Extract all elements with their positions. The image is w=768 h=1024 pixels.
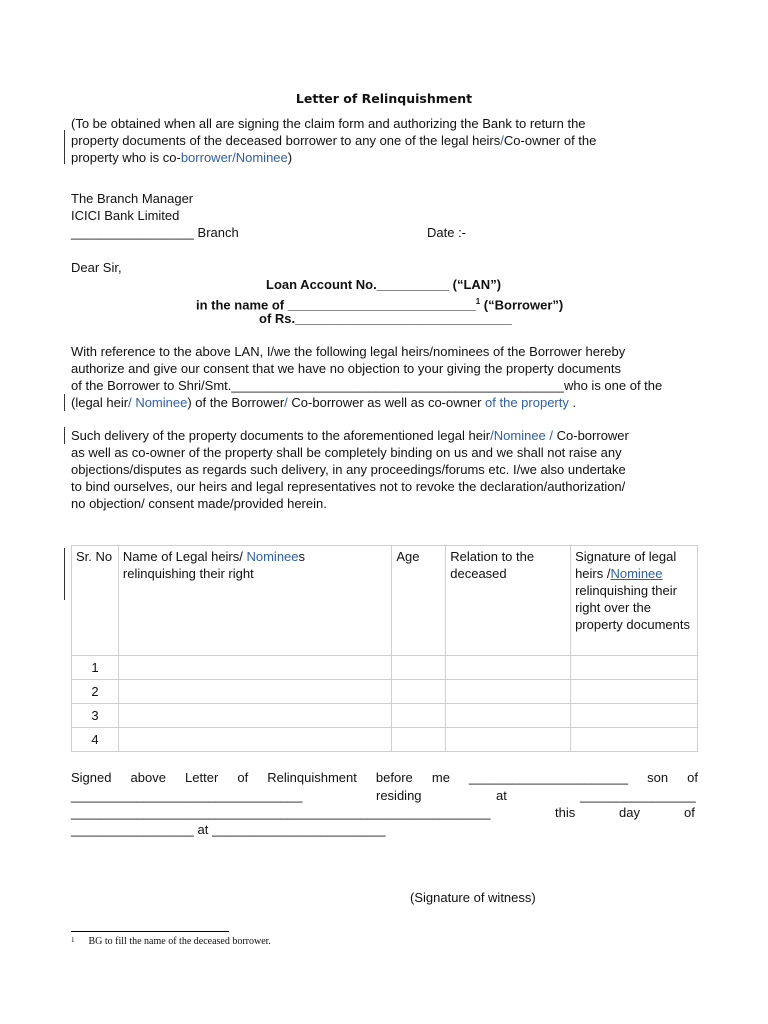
row-number: 2 bbox=[72, 680, 119, 704]
header-age: Age bbox=[392, 546, 446, 656]
amount-line: of Rs.______________________________ bbox=[259, 311, 513, 326]
date-line: Date :- bbox=[427, 225, 467, 240]
signed-word: of bbox=[684, 805, 695, 820]
intro-line: property who is co-borrower/Nominee) bbox=[71, 150, 293, 165]
signed-word: day bbox=[619, 805, 640, 820]
intro-line: (To be obtained when all are signing the claim form and authorizing the Bank to return the bbox=[71, 116, 586, 131]
table-header-row bbox=[72, 546, 698, 656]
header-legal-heirs: Name of Legal heirs/ Nominees relinquishing their right bbox=[118, 546, 391, 656]
para2-line: Such delivery of the property documents to the aforementioned legal heir/Nominee / Co-borrower bbox=[71, 428, 629, 443]
signed-blank: __________________________________________________________ bbox=[71, 805, 491, 820]
footnote: $^1$ BG to fill the name of the deceased borrower. bbox=[71, 936, 271, 947]
row-number: 1 bbox=[72, 656, 119, 680]
age-cell[interactable] bbox=[392, 704, 446, 728]
para1-line: (legal heir/ Nominee) of the Borrower/ Co-borrower as well as co-owner of the property . bbox=[71, 395, 577, 410]
age-cell[interactable] bbox=[392, 728, 446, 752]
signed-word: this bbox=[555, 805, 576, 820]
revision-bar bbox=[64, 394, 65, 411]
revision-bar bbox=[64, 130, 65, 164]
header-sr-no: Sr. No bbox=[72, 546, 119, 656]
heir-name-cell[interactable] bbox=[118, 656, 391, 680]
para2-line: as well as co-owner of the property shall be completely binding on us and we shall not raise any bbox=[71, 445, 622, 460]
footnote-separator bbox=[71, 931, 229, 932]
signature-cell[interactable] bbox=[571, 656, 698, 680]
heir-name-cell[interactable] bbox=[118, 680, 391, 704]
revision-bar bbox=[64, 427, 65, 444]
row-number: 4 bbox=[72, 728, 119, 752]
table-row bbox=[72, 704, 698, 728]
para1-line: With reference to the above LAN, I/we the following legal heirs/nominees of the Borrower hereby bbox=[71, 344, 626, 359]
header-relation: Relation to the deceased bbox=[446, 546, 571, 656]
loan-account-line: Loan Account No.__________ (“LAN”) bbox=[266, 277, 502, 292]
relation-cell[interactable] bbox=[446, 656, 571, 680]
relation-cell[interactable] bbox=[446, 680, 571, 704]
para1-line: of the Borrower to Shri/Smt.______________________________________________who is one of the bbox=[71, 378, 663, 393]
para2-line: no objection/ consent made/provided herein. bbox=[71, 496, 327, 511]
row-number: 3 bbox=[72, 704, 119, 728]
page-title: Letter of Relinquishment bbox=[295, 91, 473, 106]
address-line: ICICI Bank Limited bbox=[71, 208, 180, 223]
intro-line: property documents of the deceased borrower to any one of the legal heirs/Co-owner of the bbox=[71, 133, 597, 148]
signed-line-1: Signed above Letter of Relinquishment before me ______________________ son of bbox=[71, 770, 698, 785]
relation-cell[interactable] bbox=[446, 728, 571, 752]
table-row bbox=[72, 656, 698, 680]
signature-cell[interactable] bbox=[571, 704, 698, 728]
heir-name-cell[interactable] bbox=[118, 704, 391, 728]
table-row bbox=[72, 728, 698, 752]
signature-cell[interactable] bbox=[571, 728, 698, 752]
revision-bar bbox=[64, 548, 65, 600]
relation-cell[interactable] bbox=[446, 704, 571, 728]
signed-word: residing bbox=[376, 788, 422, 803]
signed-blank: ________________________________ bbox=[71, 788, 303, 803]
para2-line: objections/disputes as regards such delivery, in any proceedings/forums etc. I/we also undertake bbox=[71, 462, 626, 477]
para1-line: authorize and give our consent that we have no objection to your giving the property documents bbox=[71, 361, 621, 376]
address-line: The Branch Manager bbox=[71, 191, 194, 206]
heirs-table bbox=[71, 545, 698, 752]
signed-line-4: _________________ at ________________________ bbox=[71, 822, 386, 837]
header-signature: Signature of legal heirs /Nominee relinquishing their right over the property documents bbox=[571, 546, 698, 656]
table-row bbox=[72, 680, 698, 704]
borrower-name-line: in the name of __________________________$^1$ (“Borrower”) bbox=[196, 297, 564, 313]
para2-line: to bind ourselves, our heirs and legal representatives not to revoke the declaration/authorization/ bbox=[71, 479, 626, 494]
witness-signature-label: (Signature of witness) bbox=[410, 890, 536, 905]
signed-blank: ________________ bbox=[580, 788, 696, 803]
heir-name-cell[interactable] bbox=[118, 728, 391, 752]
branch-line: _________________ Branch bbox=[71, 225, 239, 240]
age-cell[interactable] bbox=[392, 680, 446, 704]
signed-word: at bbox=[496, 788, 507, 803]
salutation: Dear Sir, bbox=[71, 260, 122, 275]
age-cell[interactable] bbox=[392, 656, 446, 680]
signature-cell[interactable] bbox=[571, 680, 698, 704]
